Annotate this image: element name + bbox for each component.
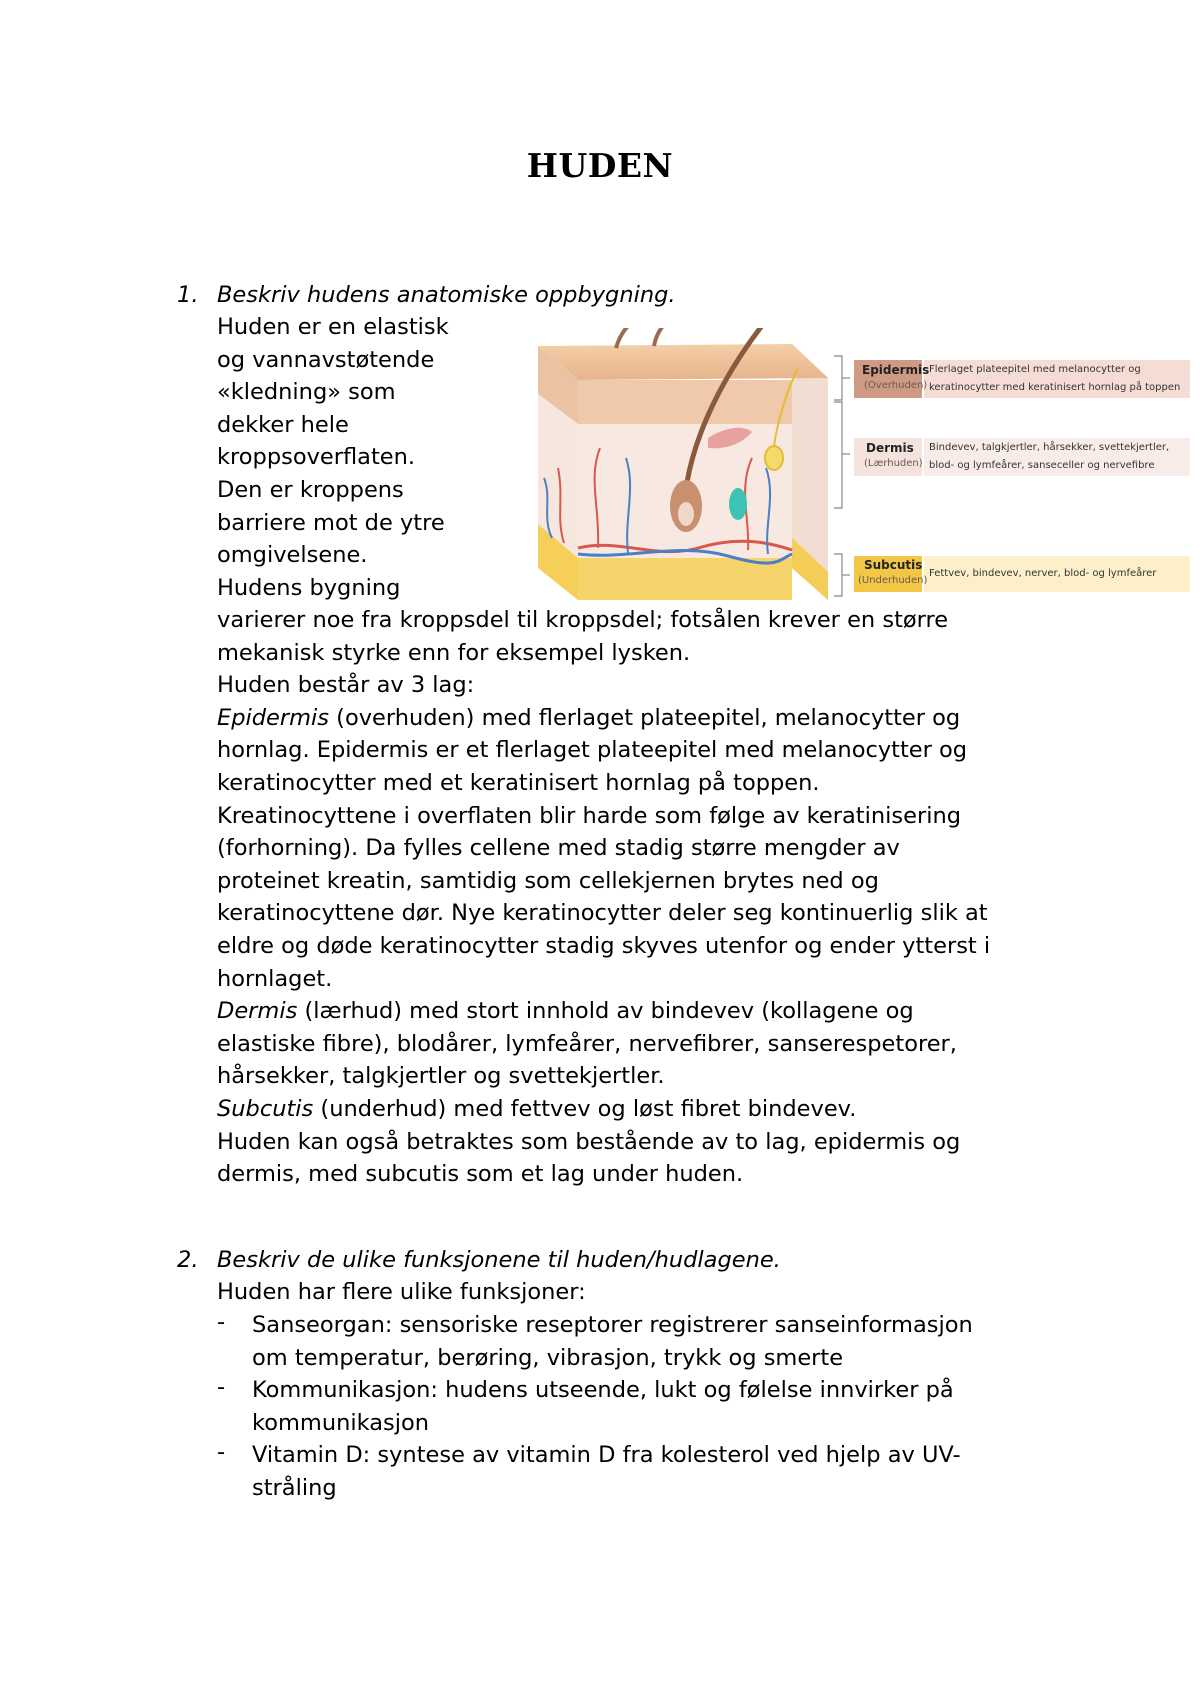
text-line: dekker hele xyxy=(217,411,349,438)
q1-body-text xyxy=(217,604,990,1191)
bullet-dash: - xyxy=(217,1309,226,1335)
question-1-number: 1. xyxy=(177,282,199,308)
q2-intro xyxy=(217,1276,586,1309)
bullet-dash: - xyxy=(217,1374,226,1400)
text-line: Den er kroppens xyxy=(217,476,404,503)
text-line: proteinet kreatin, samtidig som cellekjernen brytes ned og xyxy=(217,867,879,894)
text-line: og vannavstøtende xyxy=(217,346,435,373)
epidermis-term: Epidermis xyxy=(217,704,330,731)
legend-epidermis-name: Epidermis xyxy=(862,363,930,377)
text-line: keratinocytter med et keratinisert hornlag på toppen. xyxy=(217,769,820,796)
text-line: om temperatur, berøring, vibrasjon, trykk og smerte xyxy=(252,1344,844,1371)
text-line: (forhorning). Da fylles cellene med stadig større mengder av xyxy=(217,835,900,862)
text-line: Kommunikasjon: hudens utseende, lukt og følelse innvirker på xyxy=(252,1377,954,1403)
question-1-heading: Beskriv hudens anatomiske oppbygning. xyxy=(217,282,676,308)
text-line: dermis, med subcutis som et lag under huden. xyxy=(217,1161,744,1188)
text-line: Vitamin D: syntese av vitamin D fra kolesterol ved hjelp av UV- xyxy=(252,1442,961,1468)
text-line: Huden kan også betraktes som bestående av to lag, epidermis og xyxy=(217,1128,961,1155)
text-line: Huden har flere ulike funksjoner: xyxy=(217,1279,586,1305)
epidermis-line: Epidermis (overhuden) med flerlaget plateepitel, melanocytter og xyxy=(217,704,961,731)
legend-dermis-sub: (Lærhuden) xyxy=(864,458,923,469)
question-2-heading: Beskriv de ulike funksjonene til huden/hudlagene. xyxy=(217,1247,781,1273)
legend-subcutis-name: Subcutis xyxy=(864,558,923,572)
subcutis-line: Subcutis (underhud) med fettvev og løst fibret bindevev. xyxy=(217,1095,857,1122)
legend-dermis-name: Dermis xyxy=(866,441,914,455)
text-line: kroppsoverflaten. xyxy=(217,444,416,471)
dermis-line: Dermis (lærhud) med stort innhold av bindevev (kollagene og xyxy=(217,998,914,1025)
bullet-dash: - xyxy=(217,1439,226,1465)
subcutis-term: Subcutis xyxy=(217,1095,314,1122)
legend-subcutis-desc: Fettvev, bindevev, nerver, blod- og lymfeårer xyxy=(929,568,1157,579)
text-line: barriere mot de ytre xyxy=(217,509,445,536)
text-line: hornlag. Epidermis er et flerlaget plateepitel med melanocytter og xyxy=(217,737,968,764)
page-title: HUDEN xyxy=(526,146,674,185)
text-line: elastiske fibre), blodårer, lymfeårer, nervefibrer, sanserespetorer, xyxy=(217,1030,957,1057)
legend-subcutis-sub: (Underhuden) xyxy=(858,575,928,586)
text-line: Sanseorgan: sensoriske reseptorer registrerer sanseinformasjon xyxy=(252,1312,973,1338)
q1-wrapped-text xyxy=(217,311,449,604)
text-line: hornlaget. xyxy=(217,965,333,992)
text-line: kommunikasjon xyxy=(252,1409,430,1436)
text-line: Hudens bygning xyxy=(217,574,401,601)
text-line: mekanisk styrke enn for eksempel lysken. xyxy=(217,639,691,666)
skin-anatomy-figure xyxy=(538,328,1190,606)
text-line: keratinocyttene dør. Nye keratinocytter deler seg kontinuerlig slik at xyxy=(217,900,988,927)
text-line: Huden er en elastisk xyxy=(217,314,449,340)
text-line: varierer noe fra kroppsdel til kroppsdel; fotsålen krever en større xyxy=(217,607,949,633)
text-line: eldre og døde keratinocytter stadig skyves utenfor og ender ytterst i xyxy=(217,932,991,959)
dermis-term: Dermis xyxy=(217,998,298,1025)
legend-epidermis-desc: Flerlaget plateepitel med melanocytter og keratinocytter med keratinisert hornlag på toppen xyxy=(929,364,1181,393)
text-line: hårsekker, talgkjertler og svettekjertler. xyxy=(217,1063,665,1090)
text-line: «kledning» som xyxy=(217,379,396,406)
text-line: omgivelsene. xyxy=(217,542,368,569)
legend-epidermis-sub: (Overhuden) xyxy=(864,380,928,391)
question-2-number: 2. xyxy=(177,1247,199,1273)
text-line: stråling xyxy=(252,1474,337,1501)
text-line: Kreatinocyttene i overflaten blir harde som følge av keratinisering xyxy=(217,802,961,829)
text-line: Huden består av 3 lag: xyxy=(217,672,475,699)
legend-dermis-desc: Bindevev, talgkjertler, hårsekker, svettekjertler, blod- og lymfeårer, sanseceller og nervefibre xyxy=(929,442,1170,471)
